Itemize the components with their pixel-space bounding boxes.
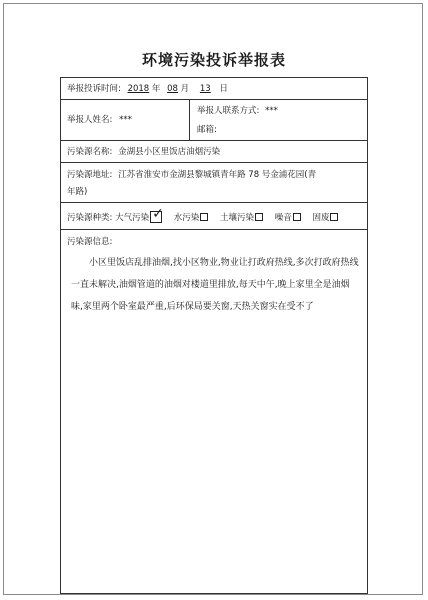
source-name-label: 污染源名称:: [67, 147, 113, 157]
source-address-label: 污染源地址:: [67, 170, 113, 180]
option-solid-waste-label: 固废: [312, 213, 330, 223]
checkbox-water[interactable]: [200, 213, 208, 221]
option-soil-pollution[interactable]: [220, 213, 266, 223]
source-address-line2: 年路): [67, 187, 88, 197]
source-address: [67, 169, 316, 181]
month-unit: 月: [180, 84, 190, 94]
complaint-year: 2018: [127, 84, 150, 94]
complaint-time-label: 举报投诉时间:: [67, 84, 121, 94]
check-mark-icon: ✓: [152, 206, 164, 222]
source-info-label: 污染源信息:: [67, 237, 113, 247]
checkbox-solid-waste[interactable]: [330, 213, 338, 221]
column-divider: [189, 100, 190, 140]
option-water-label: 水污染: [173, 213, 200, 223]
row-source-type: [61, 203, 367, 230]
reporter-contact-value: ***: [265, 106, 278, 116]
checkbox-soil[interactable]: [255, 213, 263, 221]
reporter-contact-label: 举报人联系方式:: [197, 106, 260, 116]
option-solid-waste[interactable]: [312, 213, 338, 223]
source-name-value: 金湖县小区里饭店油烟污染: [118, 147, 221, 157]
row-source-name: [61, 141, 367, 163]
option-soil-label: 土壤污染: [220, 213, 255, 223]
row-complaint-time: [61, 78, 367, 100]
complaint-day: 13: [199, 84, 211, 94]
checkbox-noise[interactable]: [293, 213, 301, 221]
source-type-label: 污染源种类:: [67, 213, 113, 223]
row-source-address: [61, 163, 367, 203]
option-noise-label: 噪音: [274, 213, 292, 223]
reporter-contact: [197, 105, 278, 117]
year-unit: 年: [151, 84, 161, 94]
reporter-name-label: 举报人姓名:: [67, 115, 113, 125]
source-info-text: 小区里饭店乱排油烟,找小区物业,物业让打政府热线,多次打政府热线一直未解决,油烟管道的油烟对楼道里排放,每天中午,晚上家里全是油烟味,家里两个卧室最严重,后环保局要关窗,天热关窗实在受不了: [71, 258, 359, 312]
reporter-name: [67, 114, 132, 126]
source-type: [67, 206, 338, 224]
row-reporter: [61, 100, 367, 141]
source-address-line1: 江苏省淮安市金湖县黎城镇青年路 78 号金浦花园(青: [118, 170, 317, 180]
complaint-time-row: [67, 83, 228, 95]
reporter-name-value: ***: [119, 115, 132, 125]
checkbox-air-checked[interactable]: [150, 206, 164, 223]
option-air-label: 大气污染: [115, 213, 150, 223]
complaint-form: [60, 77, 368, 594]
row-source-info: [61, 230, 367, 593]
option-air-pollution[interactable]: [115, 206, 165, 223]
complaint-month: 08: [167, 84, 178, 94]
source-name: [67, 146, 220, 158]
option-water-pollution[interactable]: [174, 213, 211, 223]
reporter-email-label: 邮箱:: [197, 125, 217, 135]
form-title: 环境污染投诉举报表: [141, 51, 286, 69]
day-unit: 日: [219, 84, 228, 94]
option-noise[interactable]: [275, 213, 304, 223]
